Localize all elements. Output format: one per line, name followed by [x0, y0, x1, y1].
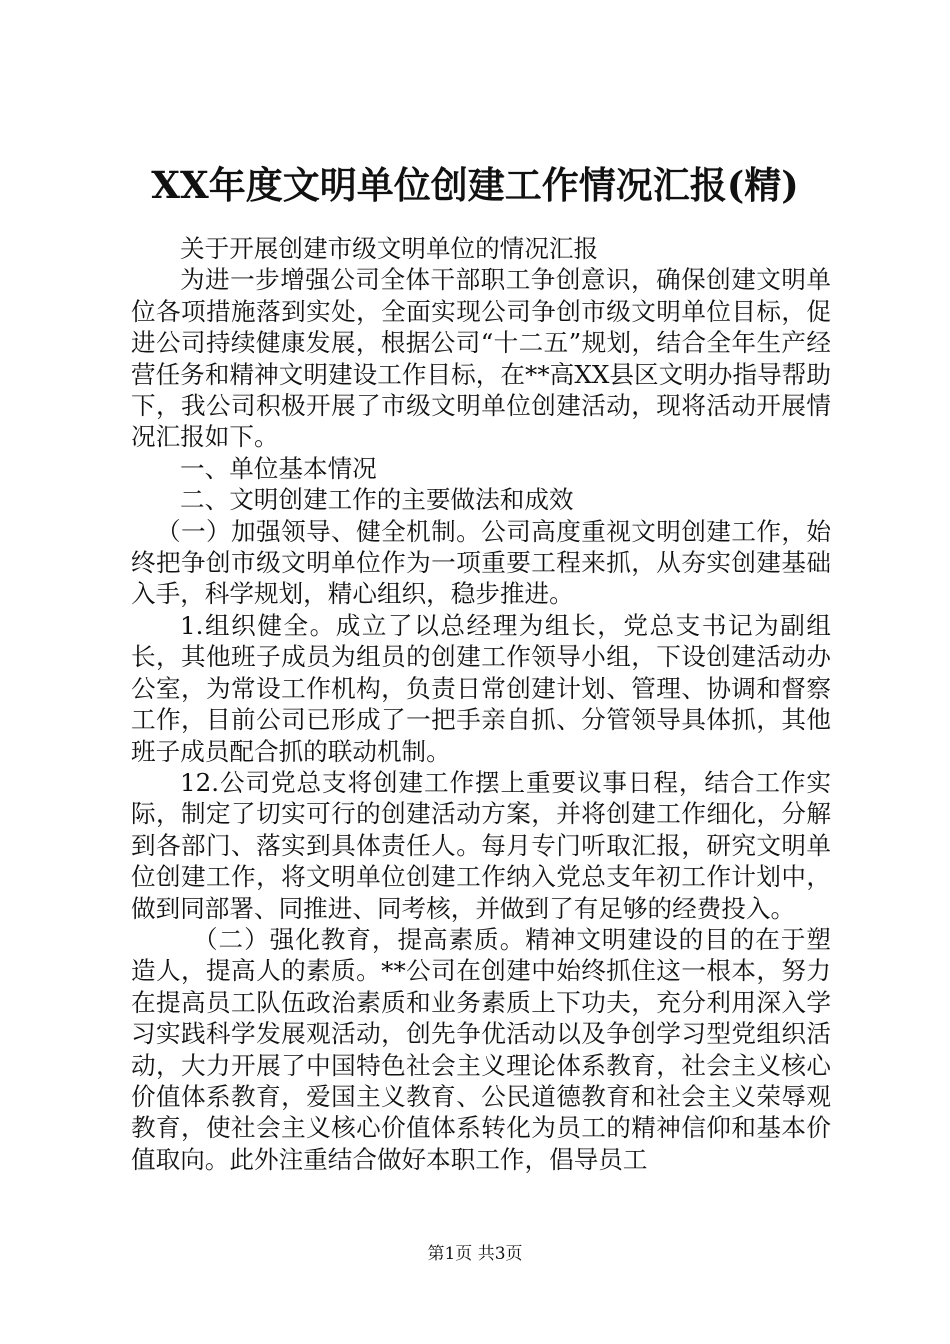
- paragraph: 12.公司党总支将创建工作摆上重要议事日程，结合工作实际，制定了切实可行的创建活动方案，并将创建工作细化，分解到各部门、落实到具体责任人。每月专门听取汇报，研究文明单位创建工作，将文明单位创建工作纳入党总支年初工作计划中，做到同部署、同推进、同考核，并做到了有足够的经费投入。: [131, 767, 831, 923]
- document-title: XX年度文明单位创建工作情况汇报(精): [151, 163, 799, 207]
- paragraph: 一、单位基本情况: [180, 453, 377, 483]
- paragraph: （一）加强领导、健全机制。公司高度重视文明创建工作，始终把争创市级文明单位作为一项重要工程来抓，从夯实创建基础入手，科学规划，精心组织，稳步推进。: [131, 516, 831, 609]
- paragraph: 为进一步增强公司全体干部职工争创意识，确保创建文明单位各项措施落到实处，全面实现公司争创市级文明单位目标，促进公司持续健康发展，根据公司“十二五”规划，结合全年生产经营任务和精神文明建设工作目标，在**高XX县区文明办指导帮助下，我公司积极开展了市级文明单位创建活动，现将活动开展情况汇报如下。: [131, 265, 831, 452]
- paragraph: 关于开展创建市级文明单位的情况汇报: [180, 234, 599, 263]
- paragraph: 1.组织健全。成立了以总经理为组长，党总支书记为副组长，其他班子成员为组员的创建工作领导小组，下设创建活动办公室，为常设工作机构，负责日常创建计划、管理、协调和督察工作，目前公司已形成了一把手亲自抓、分管领导具体抓，其他班子成员配合抓的联动机制。: [131, 610, 831, 766]
- document-body: [131, 233, 831, 1175]
- paragraph: （二）强化教育，提高素质。精神文明建设的目的在于塑造人，提高人的素质。**公司在创建中始终抓住这一根本，努力在提高员工队伍政治素质和业务素质上下功夫，充分利用深入学习实践科学发展观活动，创先争优活动以及争创学习型党组织活动，大力开展了中国特色社会主义理论体系教育，社会主义核心价值体系教育，爱国主义教育、公民道德教育和社会主义荣辱观教育，使社会主义核心价值体系转化为员工的精神信仰和基本价值取向。此外注重结合做好本职工作，倡导员工: [131, 924, 831, 1174]
- paragraph: 二、文明创建工作的主要做法和成效: [180, 485, 574, 515]
- page-footer: 第1页 共3页: [427, 1244, 523, 1264]
